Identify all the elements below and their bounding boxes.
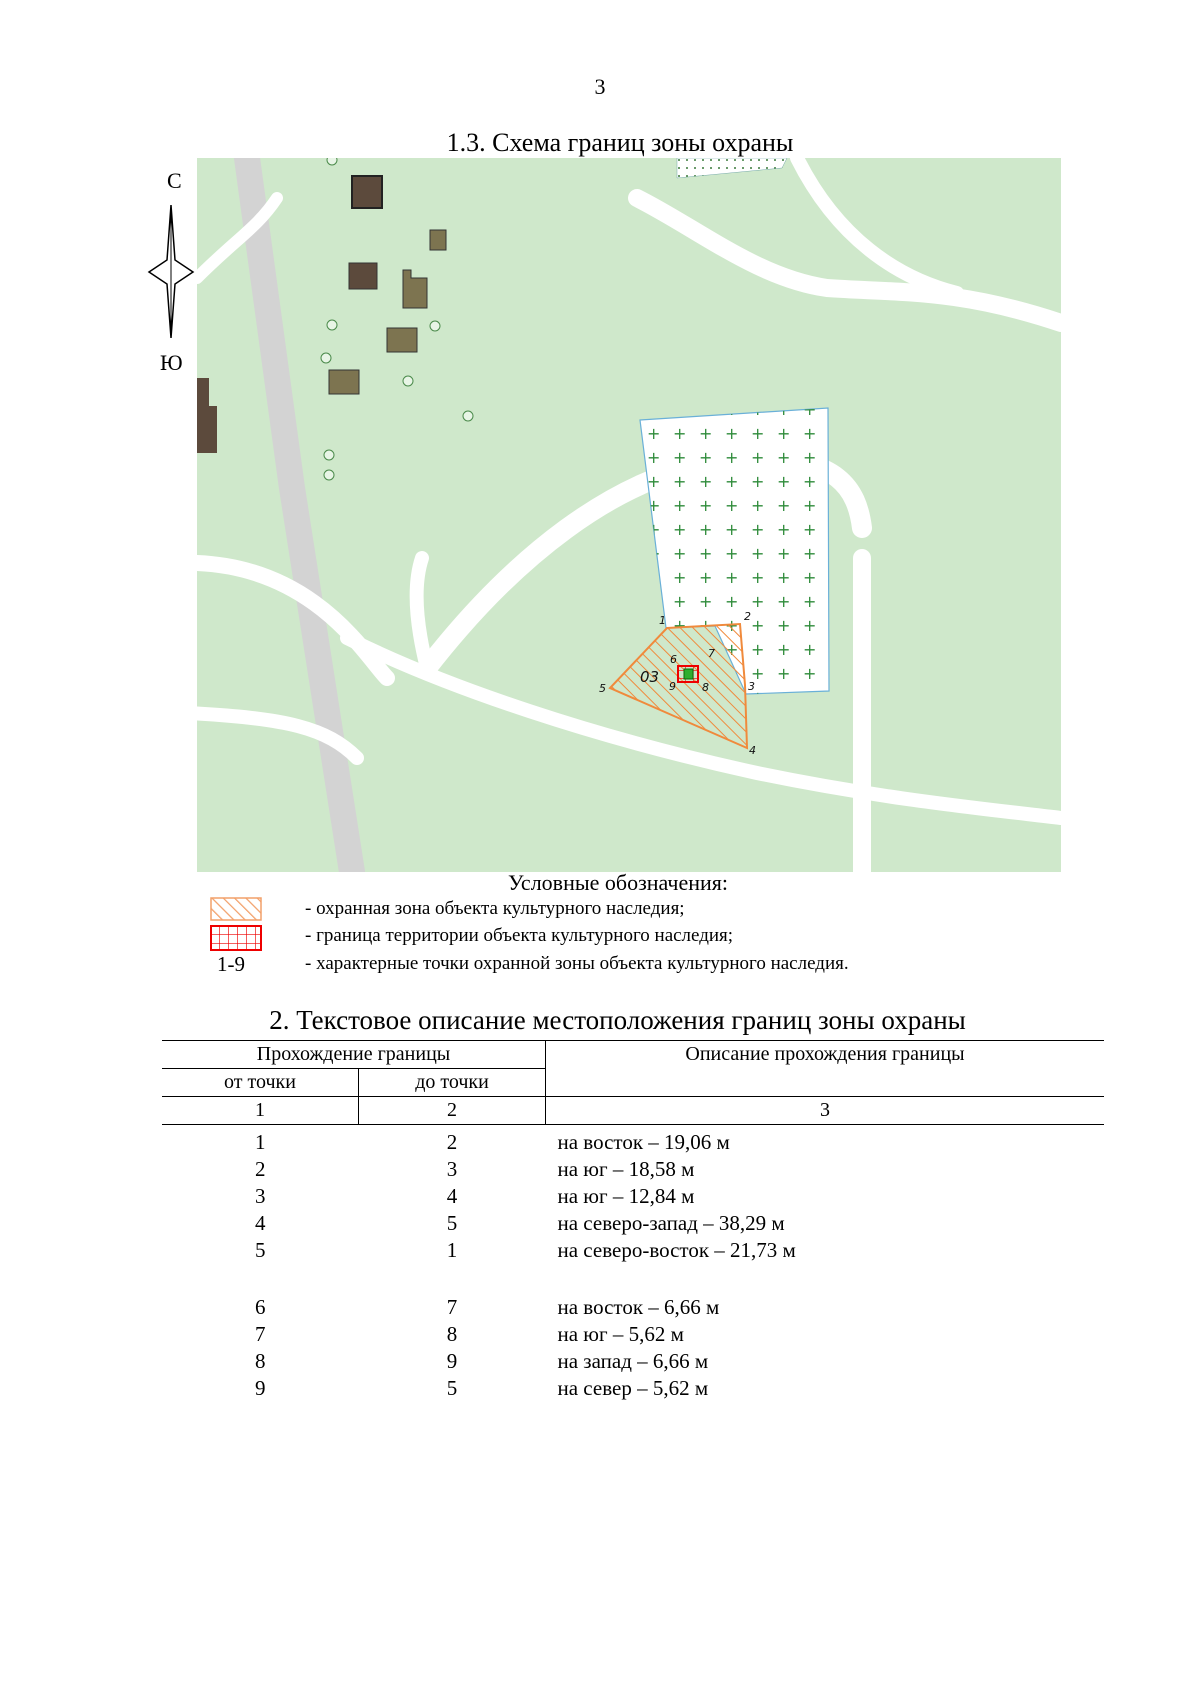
cell-desc: на восток – 19,06 м <box>557 1129 730 1154</box>
cell-to: 2 <box>446 1129 458 1154</box>
header-to: до точки <box>359 1069 546 1097</box>
legend-grid-swatch <box>210 925 262 951</box>
table-row <box>162 1294 1104 1321</box>
point-label: 5 <box>599 682 606 695</box>
point-label: 9 <box>669 680 676 693</box>
section-title: 2. Текстовое описание местоположения границ зоны охраны <box>269 1005 966 1035</box>
legend-item-points: - характерные точки охранной зоны объекта культурного наследия. <box>305 953 849 974</box>
cell-from: 8 <box>255 1348 266 1373</box>
cell-from: 3 <box>255 1183 266 1208</box>
boundary-table <box>162 1040 1104 1402</box>
header-from: от точки <box>162 1069 359 1097</box>
cell-desc: на восток – 6,66 м <box>557 1294 720 1319</box>
cell-from: 5 <box>255 1237 266 1262</box>
table-row <box>162 1183 1104 1210</box>
legend-points-symbol: 1-9 <box>217 952 245 976</box>
zone-label: 03 <box>640 668 660 686</box>
cell-from: 1 <box>255 1129 266 1154</box>
building <box>352 176 382 208</box>
zone-map <box>197 158 1061 872</box>
cell-from: 6 <box>255 1294 266 1319</box>
col-number: 1 <box>162 1097 359 1125</box>
table-row <box>162 1348 1104 1375</box>
point-label: 8 <box>702 681 709 694</box>
cell-to: 7 <box>446 1294 458 1319</box>
cell-to: 4 <box>446 1183 458 1208</box>
point-label: 7 <box>708 647 715 660</box>
building <box>349 263 377 289</box>
page-number: 3 <box>594 74 606 99</box>
point-label: 1 <box>659 614 666 627</box>
legend-item-territory: - граница территории объекта культурного наследия; <box>305 925 734 946</box>
point-label: 2 <box>744 610 751 623</box>
table-row <box>162 1321 1104 1348</box>
building <box>387 328 417 352</box>
header-description: Описание прохождения границы <box>546 1041 1105 1097</box>
legend-item-protection-zone: - охранная зона объекта культурного наследия; <box>305 898 685 919</box>
cell-from: 9 <box>255 1375 266 1400</box>
header-group: Прохождение границы <box>162 1041 546 1069</box>
map-title: 1.3. Схема границ зоны охраны <box>446 128 794 157</box>
table-row <box>162 1129 1104 1156</box>
table-row <box>162 1237 1104 1264</box>
cell-to: 1 <box>446 1237 458 1262</box>
building <box>430 230 446 250</box>
cell-desc: на северо-запад – 38,29 м <box>557 1210 785 1235</box>
compass-arrow-icon <box>146 200 196 340</box>
cell-to: 9 <box>446 1348 458 1373</box>
building <box>329 370 359 394</box>
cell-to: 8 <box>446 1321 458 1346</box>
cell-desc: на запад – 6,66 м <box>557 1348 709 1373</box>
monument <box>684 669 693 679</box>
point-label: 4 <box>749 744 756 757</box>
point-label: 6 <box>670 653 677 666</box>
cell-to: 5 <box>446 1210 458 1235</box>
compass-north-label: С <box>167 168 182 193</box>
table-row <box>162 1156 1104 1183</box>
legend-title: Условные обозначения: <box>508 870 729 895</box>
cell-desc: на юг – 18,58 м <box>557 1156 695 1181</box>
cell-from: 7 <box>255 1321 266 1346</box>
cell-to: 5 <box>446 1375 458 1400</box>
table-row <box>162 1210 1104 1237</box>
point-label: 3 <box>748 680 755 693</box>
table-row <box>162 1375 1104 1402</box>
cell-to: 3 <box>446 1156 458 1181</box>
cell-desc: на юг – 12,84 м <box>557 1183 695 1208</box>
col-number: 3 <box>546 1097 1105 1125</box>
col-number: 2 <box>359 1097 546 1125</box>
cell-desc: на северо-восток – 21,73 м <box>557 1237 796 1262</box>
legend-hatch-swatch <box>210 897 262 921</box>
cell-desc: на юг – 5,62 м <box>557 1321 684 1346</box>
compass-south-label: Ю <box>160 350 183 375</box>
cell-desc: на север – 5,62 м <box>557 1375 709 1400</box>
cell-from: 4 <box>255 1210 266 1235</box>
cell-from: 2 <box>255 1156 266 1181</box>
